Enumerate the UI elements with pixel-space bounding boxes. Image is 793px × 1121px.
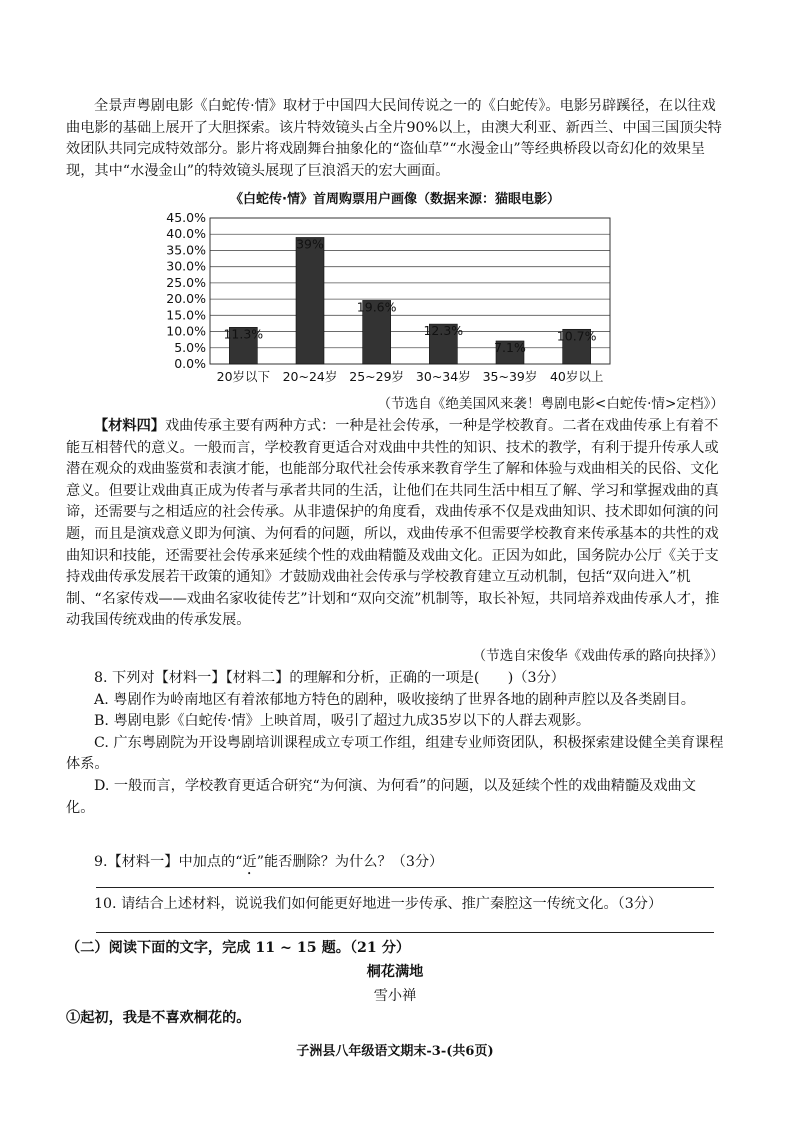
x-tick-label: 35~39岁: [482, 369, 538, 384]
passage-title: 桐花满地: [366, 964, 424, 980]
y-tick-label: 10.0%: [166, 323, 206, 339]
intro-paragraph: 全景声粤剧电影《白蛇传·情》取材于中国四大民间传说之一的《白蛇传》。电影另辟蹊径，在以往戏曲电影的基础上展开了大胆探索。该片特效镜头占全片90%以上，由澳大利亚、新西兰、中国三国顶尖特效团队共同完成特效部分。影片将戏剧舞台抽象化的“盗仙草”“水漫金山”等经典桥段以奇幻化的效果呈现，其中“水漫金山”的特效镜头展现了巨浪滔天的宏大画面。: [66, 98, 722, 179]
passage-first-paragraph: ①起初，我是不喜欢桐花的。: [66, 1010, 251, 1026]
y-tick-label: 20.0%: [166, 291, 206, 307]
data-label: 11.3%: [223, 326, 264, 342]
y-tick-label: 5.0%: [174, 339, 206, 355]
y-tick-label: 25.0%: [166, 274, 206, 290]
plot-frame: [210, 218, 610, 364]
bar-chart: [150, 210, 630, 388]
chart-title: 《白蛇传·情》首周购票用户画像（数据来源：猫眼电影）: [230, 192, 560, 207]
x-tick-label: 20岁以下: [216, 369, 271, 384]
chart-source: （节选自《绝美国风来袭！粤剧电影<白蛇传·情>定档》）: [377, 396, 724, 412]
material4: [66, 416, 724, 632]
question-9: 9.【材料一】中加点的“近”能否删除？为什么？（3分）: [94, 854, 444, 870]
x-tick-label: 40岁以上: [549, 369, 604, 384]
q8-option-c: C. 广东粤剧院为开设粤剧培训课程成立专项工作组，组建专业师资团队，积极探索建设健全美育课程体系。: [66, 734, 724, 773]
page-footer: 子洲县八年级语文期末-3-(共6页): [296, 1044, 494, 1059]
q8-option-a: A. 粤剧作为岭南地区有着浓郁地方特色的剧种，吸收接纳了世界各地的剧种声腔以及各类剧目。: [94, 691, 695, 708]
data-label: 7.1%: [494, 339, 526, 355]
answer-line-q10[interactable]: [96, 932, 714, 933]
material4-label: 【材料四】: [94, 418, 165, 434]
question-8: [66, 668, 724, 819]
data-label: 19.6%: [356, 299, 397, 315]
y-tick-label: 30.0%: [166, 258, 206, 274]
x-tick-label: 30~34岁: [415, 369, 471, 384]
material4-source: （节选自宋俊华《戏曲传承的路向抉择》）: [472, 648, 724, 664]
material4-text: 戏曲传承主要有两种方式：一种是社会传承，一种是学校教育。二者在戏曲传承上有着不能互相替代的意义。一般而言，学校教育更适合对戏曲中共性的知识、技术的教学，有利于提升传承人或潜在观众的戏曲鉴赏和表演才能，也能部分取代社会传承来教育学生了解和体验与戏曲相关的民俗、文化意义。但要让戏曲真正成为传者与承者共同的生活，让他们在共同生活中相互了解、学习和掌握戏曲的真谛，还需要与之相适应的社会传承。从非遗保护的角度看，戏曲传承不仅是戏曲知识、技术即如何演的问题，而且是演戏意义即为何演、为何看的问题，所以，戏曲传承不但需要学校教育来传承基本的共性的戏曲知识和技能，还需要社会传承来延续个性的戏曲精髓及戏曲文化。正因为如此，国务院办公厅《关于支持戏曲传承发展若干政策的通知》才鼓励戏曲社会传承与学校教育建立互动机制，包括“双向进入”机制、“名家传戏——戏曲名家收徒传艺”计划和“双向交流”机制等，取长补短，共同培养戏曲传承人才，推动我国传统戏曲的传承发展。: [66, 418, 720, 629]
y-tick-label: 15.0%: [166, 307, 206, 323]
y-tick-label: 40.0%: [166, 226, 206, 242]
x-tick-label: 20~24岁: [282, 369, 338, 384]
data-label: 12.3%: [423, 323, 464, 339]
y-tick-label: 45.0%: [166, 210, 206, 225]
section2-heading: （二）阅读下面的文字，完成 11 ~ 15 题。（21 分）: [66, 940, 411, 956]
q8-stem: 8. 下列对【材料一】【材料二】的理解和分析，正确的一项是( )（3分）: [94, 670, 565, 686]
data-label: 39%: [296, 236, 324, 252]
y-tick-label: 35.0%: [166, 242, 206, 258]
y-tick-label: 0.0%: [174, 356, 206, 371]
data-label: 10.7%: [556, 328, 597, 344]
emphasis-dot-char: 近: [242, 854, 257, 870]
passage-author: 雪小禅: [373, 988, 417, 1004]
x-tick-label: 25~29岁: [349, 369, 405, 384]
question-10: 10. 请结合上述材料，说说我们如何能更好地进一步传承、推广秦腔这一传统文化。（3分）: [94, 896, 663, 912]
answer-line-q9[interactable]: [96, 887, 714, 888]
q8-option-d: D. 一般而言，学校教育更适合研究“为何演、为何看”的问题，以及延续个性的戏曲精髓及戏曲文化。: [66, 777, 696, 816]
bar: [296, 237, 324, 364]
q8-option-b: B. 粤剧电影《白蛇传·情》上映首周，吸引了超过九成35岁以下的人群去观影。: [94, 713, 591, 730]
